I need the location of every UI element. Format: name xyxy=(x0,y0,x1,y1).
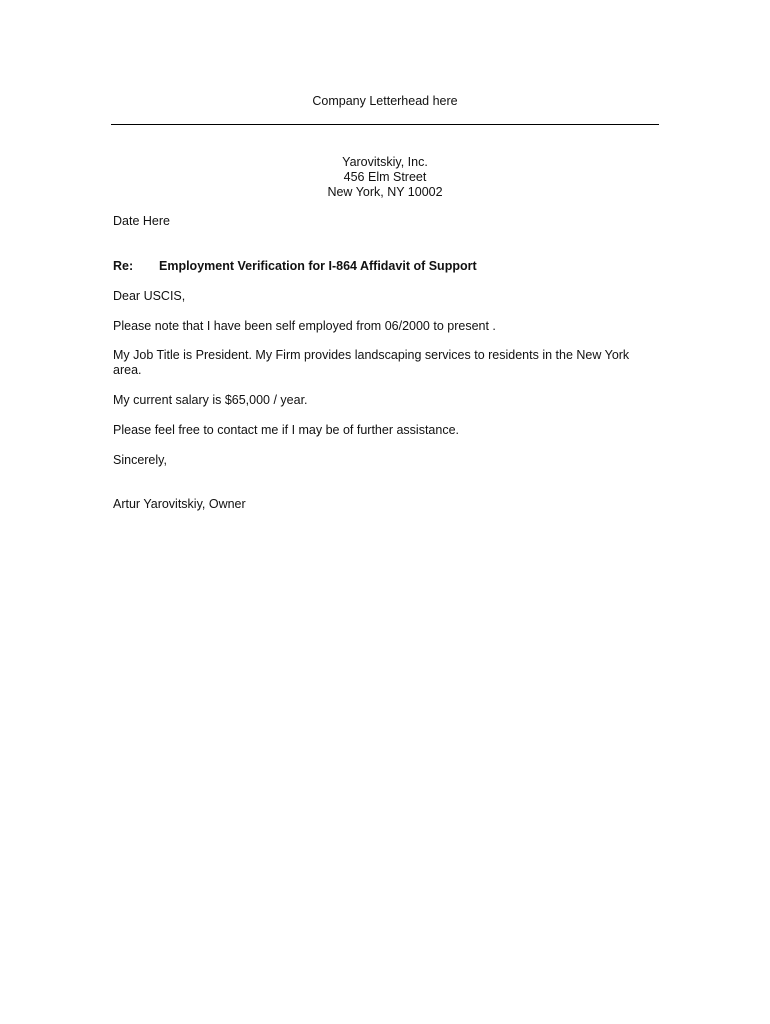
signature: Artur Yarovitskiy, Owner xyxy=(113,497,246,511)
subject-text: Employment Verification for I-864 Affidavit of Support xyxy=(159,259,477,273)
subject-label: Re: xyxy=(113,259,134,273)
recipient-city: New York, NY 10002 xyxy=(327,185,443,199)
closing: Sincerely, xyxy=(113,453,167,467)
paragraph-job-title: My Job Title is President. My Firm provides landscaping services to residents in the New York area. xyxy=(113,348,630,377)
letterhead: Company Letterhead here xyxy=(312,94,458,108)
recipient-name: Yarovitskiy, Inc. xyxy=(342,155,428,169)
letterhead-divider xyxy=(111,124,659,125)
paragraph-employment: Please note that I have been self employed from 06/2000 to present . xyxy=(113,319,496,333)
salutation: Dear USCIS, xyxy=(113,289,186,303)
subject-line xyxy=(113,259,653,274)
recipient-street: 456 Elm Street xyxy=(343,170,427,184)
paragraph-salary: My current salary is $65,000 / year. xyxy=(113,393,308,407)
paragraph-contact: Please feel free to contact me if I may be of further assistance. xyxy=(113,423,460,437)
date-line: Date Here xyxy=(113,214,170,228)
recipient-address xyxy=(0,155,770,200)
